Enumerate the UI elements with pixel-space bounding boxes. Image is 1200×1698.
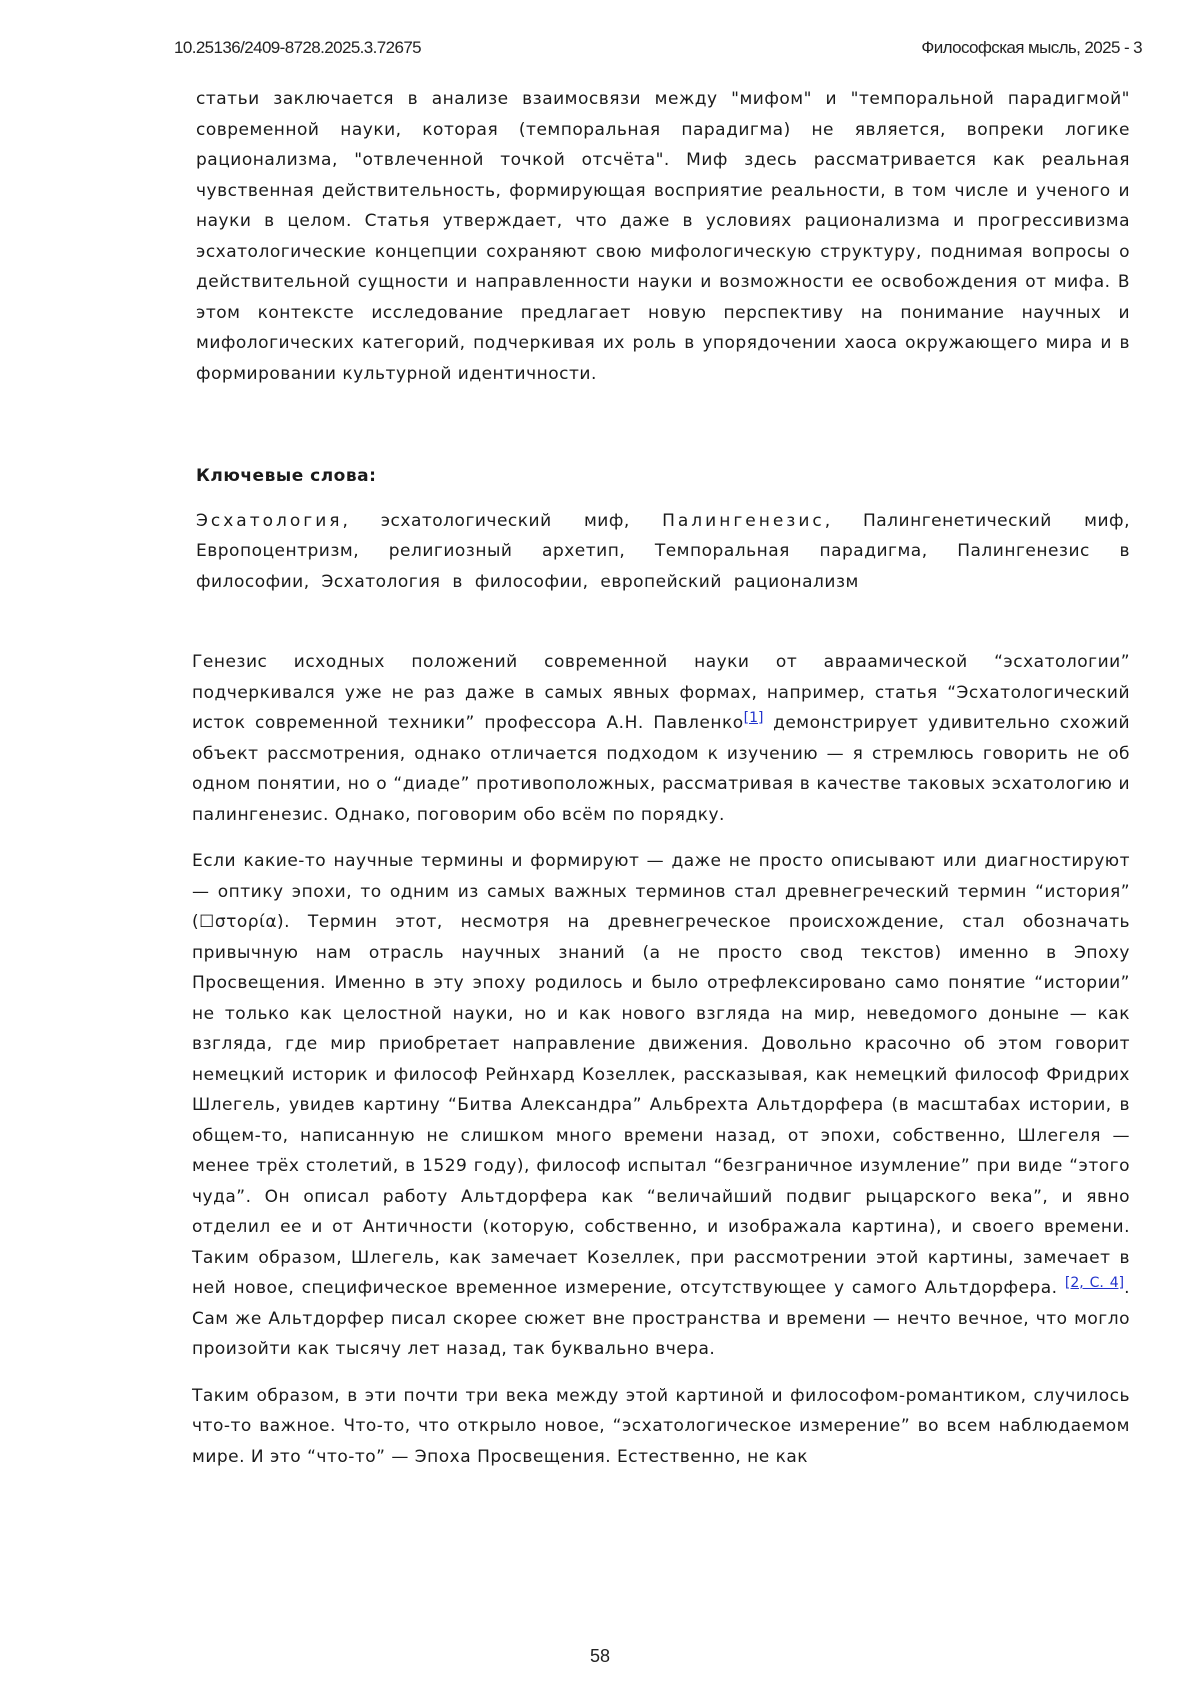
footnote-link-1[interactable]: [1] — [743, 710, 764, 726]
keyword-link[interactable]: Палингенетический миф — [862, 510, 1125, 531]
footnote-link-2[interactable]: [2, С. 4] — [1064, 1275, 1125, 1291]
keywords-heading: Ключевые слова: — [196, 466, 377, 486]
body-text-run: . Сам же Альтдорфер писал скорее сюжет вне пространства и времени — нечто вечное, что могло произойти как тысячу лет назад, так буквально вчера. — [192, 1278, 1130, 1359]
body-text-run: демонстрирует удивительно схожий объект рассмотрения, однако отличается подходом к изучению — я стремлюсь говорить не об одном понятии, но о “диаде” противоположных, рассматривая в качестве таковых эсхатологию и палингенезис. Однако, поговорим обо всём по порядку. — [192, 713, 1130, 825]
keyword-link[interactable]: Палингенезис в философии — [196, 541, 1130, 592]
article-content — [192, 84, 1130, 1488]
keyword-link[interactable]: Палингенезис — [662, 510, 825, 531]
keyword-link[interactable]: европейский рационализм — [600, 571, 859, 592]
keyword-link[interactable]: религиозный архетип — [388, 541, 620, 561]
journal-issue-label: Философская мысль, 2025 - 3 — [921, 38, 1142, 57]
keyword-link[interactable]: Эсхатология в философии — [321, 571, 583, 592]
page-number: 58 — [589, 1646, 611, 1666]
keyword-link[interactable]: Темпоральная парадигма — [654, 541, 922, 561]
running-head — [174, 38, 1142, 62]
body-paragraph-3: Таким образом, в эти почти три века между этой картиной и философом-романтиком, случилось что-то важное. Что-то, что открыло новое, “эсхатологическое измерение” во всем наблюдаемом мире. И это “что-то” — Эпоха Просвещения. Естественно, не как — [192, 1385, 1130, 1467]
doi-label: 10.25136/2409-8728.2025.3.72675 — [174, 38, 422, 57]
body-text-run: Если какие-то научные термины и формируют — даже не просто описывают или диагностируют — оптику эпохи, то одним из самых важных терминов стал древнегреческий термин “история” (☐στορία). Термин этот, несмотря на древнегреческое происхождение, стал обозначать привычную нам отрасль научных знаний (а не просто свод текстов) именно в Эпоху Просвещения. Именно в эту эпоху родилось и было отрефлексировано само понятие “истории” не только как целостной науки, но и как нового взгляда на мир, неведомого доныне — как взгляда, где мир приобретает направление движения. Довольно красочно об этом говорит немецкий историк и философ Рейнхард Козеллек, рассказывая, как немецкий философ Фридрих Шлегель, увидев картину “Битва Александра” Альбрехта Альтдорфера (в масштабах истории, в общем-то, написанную не слишком много времени назад, от эпохи, собственно, Шлегеля — менее трёх столетий, в 1529 году), философ испытал “безграничное изумление” при виде “этого чуда”. Он описал работу Альтдорфера как “величайший подвиг рыцарского века”, и явно отделил ее и от Античности (которую, собственно, и изображала картина), и своего времени. Таким образом, Шлегель, как замечает Козеллек, при рассмотрении этой картины, замечает в ней новое, специфическое временное измерение, отсутствующее у самого Альтдорфера. — [192, 851, 1130, 1298]
keyword-link[interactable]: Европоцентризм — [196, 541, 354, 561]
body-paragraph-2 — [192, 846, 1130, 1365]
body-text-run: Генезис исходных положений современной науки от авраамической “эсхатологии” подчеркивался уже не раз даже в самых явных формах, например, статья “Эсхатологический исток современной техники” профессора А.Н. Павленко — [192, 652, 1130, 733]
keyword-link[interactable]: Эсхатология — [196, 510, 343, 531]
body-paragraph-1 — [192, 647, 1130, 830]
abstract-text: статьи заключается в анализе взаимосвязи между "мифом" и "темпоральной парадигмой" современной науки, которая (темпоральная парадигма) не является, вопреки логике рационализма, "отвлеченной точкой отсчёта". Миф здесь рассматривается как реальная чувственная действительность, формирующая восприятие реальности, в том числе и ученого и науки в целом. Статья утверждает, что даже в условиях рационализма и прогрессивизма эсхатологические концепции сохраняют свою мифологическую структуру, поднимая вопросы о действительной сущности и направленности науки и возможности ее освобождения от мифа. В этом контексте исследование предлагает новую перспективу на понимание научных и мифологических категорий, подчеркивая их роль в упорядочении хаоса окружающего мира и в формировании культурной идентичности. — [196, 89, 1130, 384]
keywords-list: Эсхатология, эсхатологический миф, Палингенезис, Палингенетический миф, Европоцентризм, религиозный архетип, Темпоральная парадигма, Палингенезис в философии, Эсхатология в философии, европейский рационализм — [196, 510, 1130, 592]
keyword-link[interactable]: эсхатологический миф — [380, 510, 624, 531]
